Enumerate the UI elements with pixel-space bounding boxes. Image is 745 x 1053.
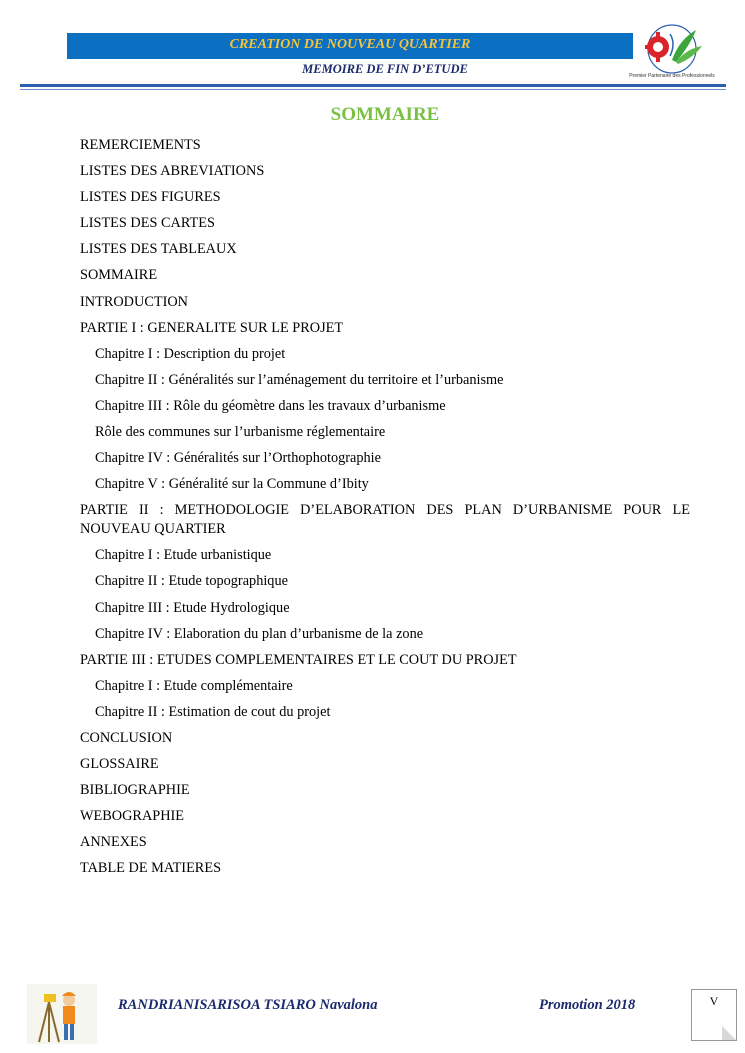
promotion-label: Promotion 2018 <box>539 997 636 1013</box>
toc-item: LISTES DES ABREVIATIONS <box>80 163 265 180</box>
toc-item: INTRODUCTION <box>80 293 189 310</box>
toc-chapter: Chapitre III : Rôle du géomètre dans les travaux d’urbanisme <box>95 397 446 414</box>
toc-part: PARTIE II : METHODOLOGIE D’ELABORATION DES PLAN D’URBANISME POUR LE NOUVEAU QUARTIER <box>80 502 690 538</box>
toc-chapter: Chapitre II : Généralités sur l’aménagement du territoire et l’urbanisme <box>95 371 504 388</box>
author-name: RANDRIANISARISOA TSIARO Navalona <box>118 997 378 1013</box>
logo-caption: Premier Partenaire des Professionnels <box>629 73 715 79</box>
toc-item: LISTES DES CARTES <box>80 215 215 232</box>
toc-item: TABLE DE MATIERES <box>80 860 222 877</box>
toc-item: LISTES DES FIGURES <box>80 189 221 206</box>
toc-chapter: Chapitre II : Etude topographique <box>95 573 288 590</box>
toc-chapter: Chapitre I : Etude urbanistique <box>95 547 272 564</box>
page-number-box <box>691 989 737 1041</box>
toc-chapter: Chapitre V : Généralité sur la Commune d’Ibity <box>95 476 369 493</box>
toc-chapter: Chapitre IV : Elaboration du plan d’urbanisme de la zone <box>95 625 424 642</box>
page-number: V <box>709 994 719 1008</box>
toc-item: BIBLIOGRAPHIE <box>80 782 190 799</box>
header-divider <box>20 84 726 87</box>
toc-item: REMERCIEMENTS <box>80 137 201 153</box>
page-curl-icon <box>722 1026 736 1040</box>
toc-chapter: Chapitre II : Estimation de cout du projet <box>95 703 331 720</box>
table-of-contents <box>80 136 690 886</box>
toc-part: PARTIE I : GENERALITE SUR LE PROJET <box>80 319 344 336</box>
toc-chapter: Chapitre IV : Généralités sur l’Orthophotographie <box>95 450 381 467</box>
header-title: CREATION DE NOUVEAU QUARTIER <box>229 37 471 52</box>
toc-chapter: Chapitre III : Etude Hydrologique <box>95 599 290 616</box>
toc-item: WEBOGRAPHIE <box>80 808 185 825</box>
toc-item: LISTES DES TABLEAUX <box>80 241 237 258</box>
toc-chapter: Chapitre I : Description du projet <box>95 345 286 362</box>
toc-chapter: Rôle des communes sur l’urbanisme réglementaire <box>95 424 386 441</box>
toc-item: SOMMAIRE <box>80 267 158 284</box>
surveyor-illustration <box>27 984 97 1044</box>
header-subtitle: MEMOIRE DE FIN D’ETUDE <box>302 62 468 76</box>
toc-part: PARTIE III : ETUDES COMPLEMENTAIRES ET LE COUT DU PROJET <box>80 651 517 668</box>
toc-item: GLOSSAIRE <box>80 756 159 773</box>
header-divider-thin <box>20 89 726 90</box>
toc-item: CONCLUSION <box>80 729 173 746</box>
page-title: SOMMAIRE <box>330 104 440 125</box>
toc-item: ANNEXES <box>80 834 147 851</box>
toc-chapter: Chapitre I : Etude complémentaire <box>95 677 293 694</box>
